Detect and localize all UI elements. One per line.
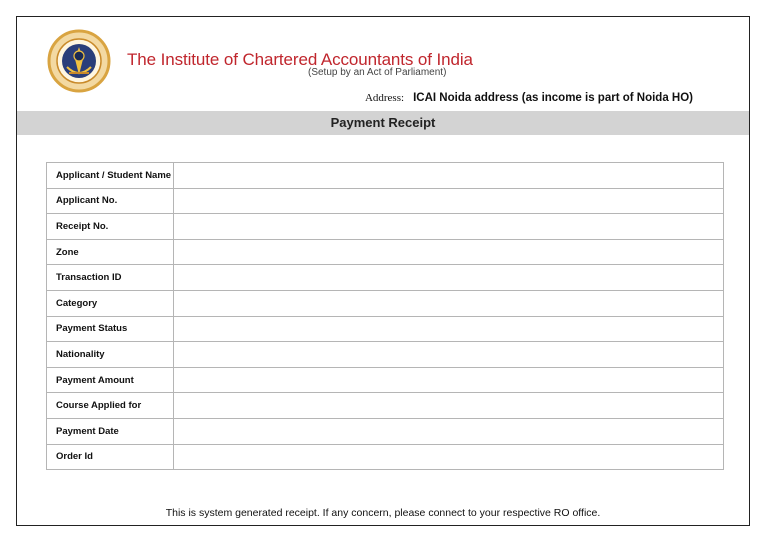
field-value [174, 316, 724, 342]
field-label: Applicant / Student Name [47, 163, 174, 189]
address-label: Address: [364, 92, 405, 104]
receipt-details-table [46, 162, 724, 470]
table-row [47, 393, 724, 419]
field-value [174, 342, 724, 368]
field-label: Category [47, 290, 174, 316]
table-row [47, 367, 724, 393]
field-value [174, 418, 724, 444]
table-row [47, 214, 724, 240]
field-value [174, 265, 724, 291]
field-label: Applicant No. [47, 188, 174, 214]
field-value [174, 367, 724, 393]
org-subtitle: (Setup by an Act of Parliament) [308, 67, 447, 78]
table-row [47, 239, 724, 265]
receipt-title: Payment Receipt [17, 111, 749, 135]
field-value [174, 444, 724, 470]
field-label: Course Applied for [47, 393, 174, 419]
org-name: The Institute of Chartered Accountants of India [127, 50, 473, 69]
field-label: Payment Date [47, 418, 174, 444]
table-row [47, 342, 724, 368]
address-value: ICAI Noida address (as income is part of Noida HO) [413, 92, 693, 104]
footer-note: This is system generated receipt. If any concern, please connect to your respective RO office. [165, 507, 601, 519]
field-value [174, 214, 724, 240]
table-row [47, 316, 724, 342]
table-row [47, 163, 724, 189]
table-row [47, 188, 724, 214]
field-value [174, 239, 724, 265]
table-row [47, 444, 724, 470]
field-value [174, 290, 724, 316]
table-row [47, 265, 724, 291]
field-label: Payment Amount [47, 367, 174, 393]
field-label: Zone [47, 239, 174, 265]
field-label: Transaction ID [47, 265, 174, 291]
field-label: Payment Status [47, 316, 174, 342]
table-row [47, 290, 724, 316]
field-value [174, 163, 724, 189]
field-value [174, 188, 724, 214]
field-value [174, 393, 724, 419]
field-label: Order Id [47, 444, 174, 470]
field-label: Receipt No. [47, 214, 174, 240]
address-row [365, 92, 693, 104]
field-label: Nationality [47, 342, 174, 368]
icai-logo-icon [47, 29, 111, 93]
receipt-document [16, 16, 750, 526]
table-row [47, 418, 724, 444]
